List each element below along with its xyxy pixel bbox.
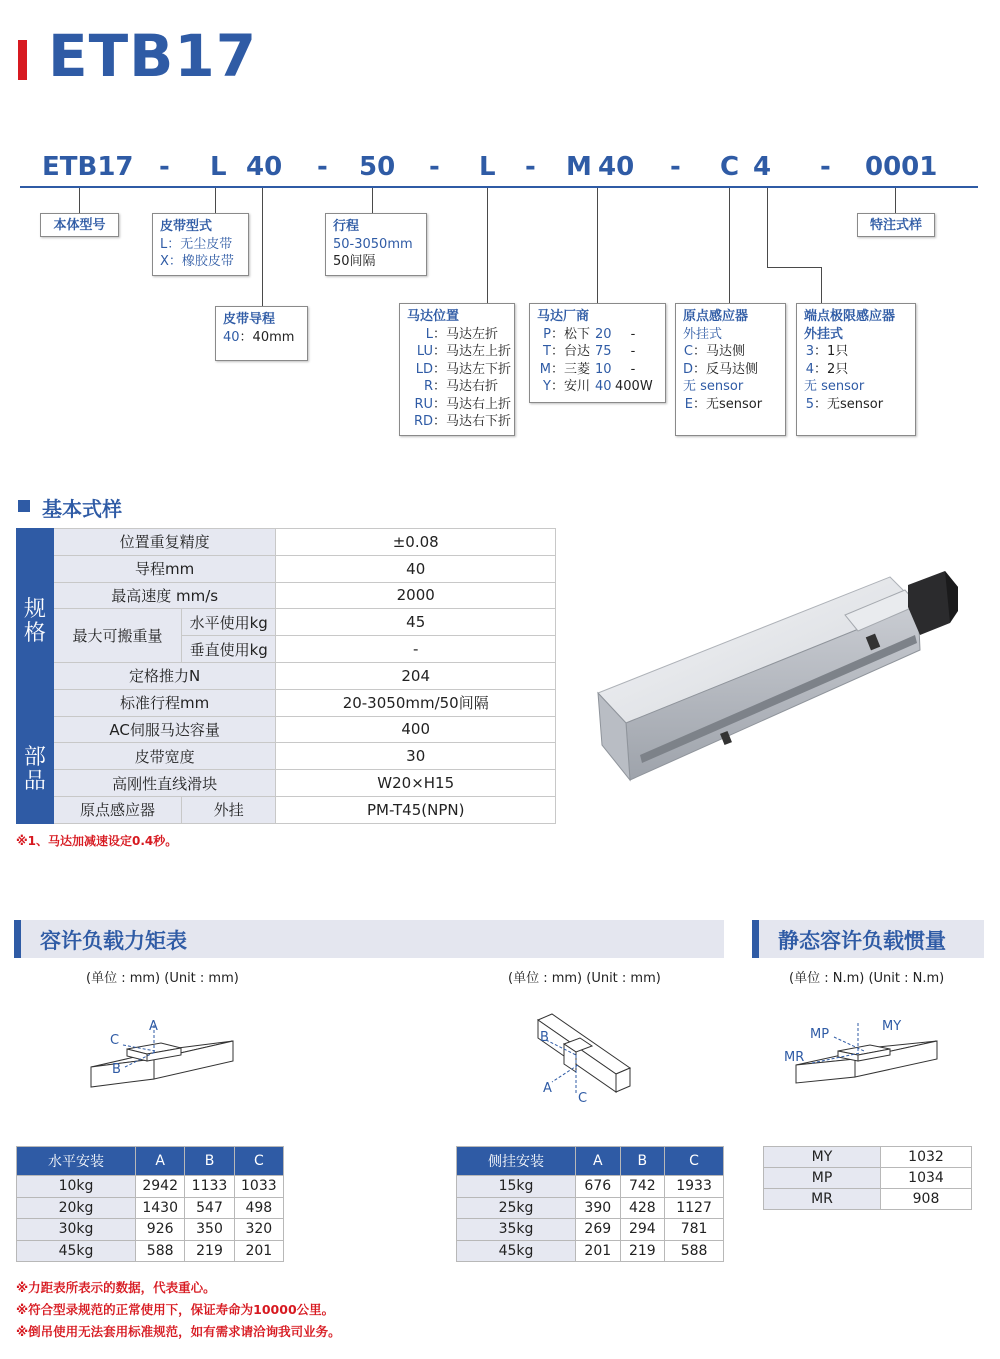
table-header: B [620,1147,665,1176]
connector-line [767,188,768,267]
table-cell: 垂直使用kg [182,636,276,663]
box-row: 3：1只 [805,344,849,359]
connector-line [767,267,821,268]
table-cell: 高刚性直线滑块 [53,770,276,797]
side-mount-diagram [530,1010,640,1105]
table-cell: 位置重复精度 [53,529,276,556]
table-cell: 219 [185,1240,234,1262]
table-cell: 30 [276,743,556,770]
spec-table [16,528,556,824]
box-row: RU：马达右上折 [414,396,512,412]
table-cell: 45kg [17,1240,136,1262]
code-segment: - [820,152,831,182]
table-row [764,1147,972,1168]
special-box [857,213,935,237]
table-cell: 20-3050mm/50间隔 [276,689,556,716]
product-image [590,565,970,800]
table-cell: 40 [276,555,556,582]
table-row [17,689,556,716]
code-segment: ETB17 [42,152,134,182]
table-row [457,1240,724,1262]
table-cell: 2000 [276,582,556,609]
inertia-table [763,1146,972,1210]
table-cell: 201 [576,1240,621,1262]
diagram-label: C [110,1033,120,1048]
table-cell: 定格推力N [53,662,276,689]
table-cell: 20kg [17,1197,136,1219]
table-cell: 35kg [457,1219,576,1241]
table-cell: ±0.08 [276,529,556,556]
diagram-label: B [112,1062,121,1077]
lead-box [215,306,308,361]
belt-type-box [152,213,249,276]
inertia-header-bar [752,920,759,958]
table-cell: - [276,636,556,663]
table-cell: 1033 [234,1176,283,1198]
unit-label: (单位 : mm) (Unit : mm) [86,971,239,986]
box-row: T：台达 75 - [543,344,636,359]
table-cell: 742 [620,1176,665,1198]
box-title: 皮带型式 [160,219,213,234]
page-title: ETB17 [48,22,258,90]
box-title: 马达位置 [407,309,460,324]
spec-side-label: 规格 [17,529,54,717]
code-segment: L [210,152,227,182]
table-cell: 1032 [881,1147,972,1168]
box-row: LD：马达左下折 [415,361,512,377]
table-cell: MP [764,1168,881,1189]
box-title: 本体型号 [53,218,106,233]
footnote: ※倒吊使用无法套用标准规范，如有需求请洽询我司业务。 [16,1324,341,1339]
table-cell: 15kg [457,1176,576,1198]
table-row [764,1189,972,1210]
table-row [17,1176,284,1198]
table-cell: 1034 [881,1168,972,1189]
code-segment: - [429,152,440,182]
inertia-title: 静态容许负载惯量 [778,929,946,953]
table-cell: 547 [185,1197,234,1219]
code-segment: 4 [753,152,772,182]
table-cell: 原点感应器 [53,796,181,823]
connector-line [729,188,730,303]
stroke-box [325,213,427,276]
box-row: 无 sensor [804,379,865,394]
box-row: E：无sensor [684,396,763,412]
code-segment: 40 [598,152,635,182]
section-marker [18,500,30,512]
connector-line [372,188,373,213]
box-row: 40：40mm [223,329,295,345]
box-title: 皮带导程 [223,312,276,327]
box-title: 行程 [333,219,360,234]
connector-line [262,188,263,306]
table-row [17,743,556,770]
diagram-label: MY [882,1019,902,1034]
table-row [17,796,556,823]
code-segment: C [720,152,740,182]
table-cell: PM-T45(NPN) [276,796,556,823]
table-header: 水平安装 [17,1147,136,1176]
table-cell: 1430 [136,1197,185,1219]
moment-header-bar [14,920,21,958]
box-row: RD：马达右下折 [413,414,512,429]
table-header-row [17,1147,284,1176]
table-row [764,1168,972,1189]
table-cell: 最大可搬重量 [53,609,181,663]
table-row [17,1197,284,1219]
footnote: ※符合型录规范的正常使用下，保证寿命为10000公里。 [16,1302,335,1317]
connector-line [79,188,80,213]
table-cell: 1133 [185,1176,234,1198]
table-cell: 1933 [665,1176,724,1198]
table-row [17,529,556,556]
table-cell: 25kg [457,1197,576,1219]
code-underline [20,186,978,188]
code-segment: - [525,152,536,182]
code-segment: 50 [359,152,396,182]
table-header: A [576,1147,621,1176]
table-cell: 428 [620,1197,665,1219]
box-title: 特注式样 [869,218,922,233]
motor-position-box [399,303,515,436]
box-row: P：松下 20 - [543,326,636,342]
table-cell: 269 [576,1219,621,1241]
box-title: 原点感应器 [683,309,749,324]
diagram-label: MP [810,1027,830,1042]
code-segment: - [159,152,170,182]
table-row [17,582,556,609]
box-row: L：无尘皮带 [160,236,233,252]
table-cell: 皮带宽度 [53,743,276,770]
table-row [17,716,556,743]
box-row: 无 sensor [683,379,744,394]
table-row [17,662,556,689]
box-row: D：反马达侧 [683,361,759,377]
unit-label: (单位 : mm) (Unit : mm) [508,971,661,986]
box-row: Y：安川 40 400W [543,379,653,394]
table-cell: 水平使用kg [182,609,276,636]
box-row: LU：马达左上折 [416,344,512,359]
box-row: R：马达右折 [423,379,499,394]
box-row: 4：2只 [805,361,849,377]
table-cell: 导程mm [53,555,276,582]
table-row [17,609,556,636]
table-cell: 908 [881,1189,972,1210]
horizontal-mount-diagram [85,1015,240,1095]
table-cell: 10kg [17,1176,136,1198]
table-cell: 30kg [17,1219,136,1241]
code-segment: 40 [246,152,283,182]
box-title: 端点极限感应器 [804,309,896,324]
diagram-label: MR [784,1050,805,1065]
connector-line [821,267,822,303]
code-segment: M [566,152,592,182]
table-cell: 45kg [457,1240,576,1262]
diagram-label: A [543,1081,552,1096]
table-cell: 294 [620,1219,665,1241]
diagram-label: B [540,1030,549,1045]
inertia-diagram [782,1015,942,1085]
box-title: 马达厂商 [537,309,590,324]
table-cell: 676 [576,1176,621,1198]
table-cell: 350 [185,1219,234,1241]
box-row: L：马达左折 [425,326,499,342]
table-row [17,1240,284,1262]
motor-maker-box [529,303,666,403]
table-header: A [136,1147,185,1176]
origin-sensor-box [675,303,786,436]
connector-line [487,188,488,303]
table-cell: AC伺服马达容量 [53,716,276,743]
stroke-range: 50-3050mm [333,236,413,252]
title-accent-bar [18,40,27,80]
model-box [40,213,119,237]
table-cell: W20×H15 [276,770,556,797]
table-header: C [665,1147,724,1176]
table-header-row [457,1147,724,1176]
diagram-label: C [578,1091,588,1105]
table-cell: 588 [665,1240,724,1262]
table-cell: 标准行程mm [53,689,276,716]
spec-side-label: 部品 [17,716,54,823]
table-cell: 最高速度 mm/s [53,582,276,609]
table-cell: 201 [234,1240,283,1262]
table-row [457,1176,724,1198]
connector-line [895,188,896,213]
table-row [457,1197,724,1219]
table-cell: 390 [576,1197,621,1219]
horizontal-mount-table [16,1146,284,1262]
side-mount-table [456,1146,724,1262]
box-row: X：橡胶皮带 [160,254,234,269]
box-subtitle: 外挂式 [683,326,723,342]
table-cell: 588 [136,1240,185,1262]
footnote: ※力距表所表示的数据，代表重心。 [16,1280,216,1295]
code-segment: 0001 [865,152,938,182]
code-segment: - [670,152,681,182]
limit-sensor-box [796,303,916,436]
table-cell: 2942 [136,1176,185,1198]
unit-label: (单位 : N.m) (Unit : N.m) [789,971,945,986]
table-cell: 45 [276,609,556,636]
box-row: 5：无sensor [805,396,884,412]
table-cell: 926 [136,1219,185,1241]
box-subtitle: 外挂式 [804,326,844,342]
table-row [17,1219,284,1241]
table-row [17,770,556,797]
table-header: C [234,1147,283,1176]
spec-note: ※1、马达加减速设定0.4秒。 [16,834,178,848]
table-cell: 781 [665,1219,724,1241]
box-row: C：马达侧 [683,344,746,359]
stroke-interval: 50间隔 [333,254,376,269]
table-header: B [185,1147,234,1176]
code-segment: - [317,152,328,182]
table-cell: MR [764,1189,881,1210]
connector-line [597,188,598,303]
code-segment: L [479,152,496,182]
box-row: M：三菱 10 - [539,361,636,377]
table-row [457,1219,724,1241]
table-cell: 204 [276,662,556,689]
table-cell: 1127 [665,1197,724,1219]
table-cell: 外挂 [182,796,276,823]
table-header: 侧挂安装 [457,1147,576,1176]
connector-line [215,188,216,213]
basic-spec-title: 基本式样 [42,497,122,521]
diagram-label: A [149,1019,158,1034]
table-row [17,555,556,582]
table-cell: 498 [234,1197,283,1219]
table-cell: MY [764,1147,881,1168]
table-cell: 400 [276,716,556,743]
moment-title: 容许负载力矩表 [40,929,187,953]
table-cell: 219 [620,1240,665,1262]
table-cell: 320 [234,1219,283,1241]
